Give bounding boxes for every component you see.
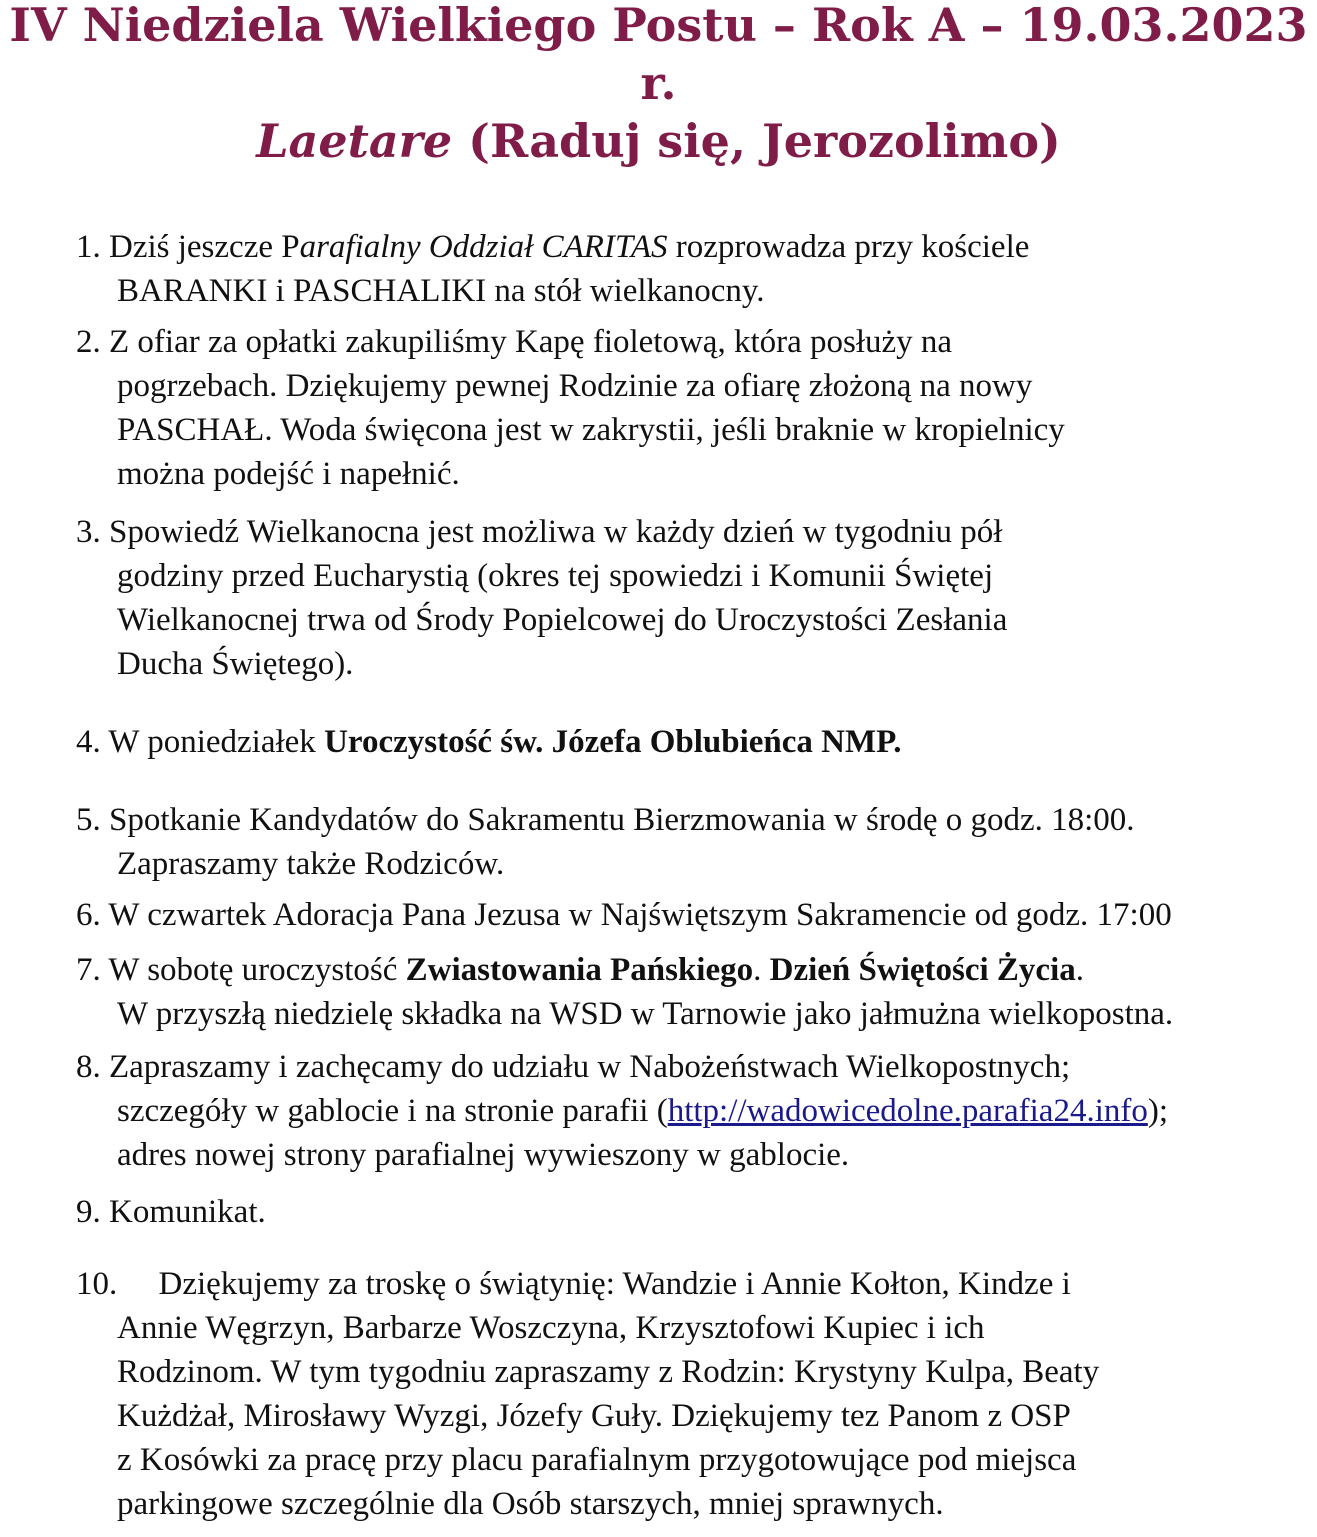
announcement-item-4: 4. W poniedziałek Uroczystość św. Józefa Oblubieńca NMP. (76, 724, 902, 760)
title-line-2: r. (640, 56, 677, 110)
announcement-item-3: 3. Spowiedź Wielkanocna jest możliwa w każdy dzień w tygodniu pół godziny przed Eucharystią (okres tej spowiedzi i Komunii Świętej Wielkanocnej trwa od Środy Popielcowej do Uroczystości Zesłania Ducha Świętego). (76, 514, 1008, 682)
announcement-item-5: 5. Spotkanie Kandydatów do Sakramentu Bierzmowania w środę o godz. 18:00. Zapraszamy także Rodziców. (76, 802, 1135, 882)
subtitle-italic: Laetare (256, 114, 453, 168)
parish-website-link[interactable]: http://wadowicedolne.parafia24.info (667, 1093, 1148, 1129)
title-line-1: IV Niedziela Wielkiego Postu – Rok A – 19.03.2023 (9, 0, 1308, 52)
announcement-item-2: 2. Z ofiar za opłatki zakupiliśmy Kapę fioletową, która posłuży na pogrzebach. Dziękujemy pewnej Rodzinie za ofiarę złożoną na nowy PASCHAŁ. Woda święcona jest w zakrystii, jeśli braknie w kropielnicy można podejść i napełnić. (76, 324, 1065, 492)
page-subtitle (0, 112, 1317, 170)
announcement-item-6: 6. W czwartek Adoracja Pana Jezusa w Najświętszym Sakramencie od godz. 17:00 (76, 897, 1172, 933)
subtitle-text: (Raduj się, Jerozolimo) (452, 114, 1061, 168)
announcement-item-1: 1. Dziś jeszcze Parafialny Oddział CARITAS rozprowadza przy kościele BARANKI i PASCHALIKI na stół wielkanocny. (76, 229, 1030, 309)
announcement-item-7: 7. W sobotę uroczystość Zwiastowania Pańskiego. Dzień Świętości Życia. W przyszłą niedzielę składka na WSD w Tarnowie jako jałmużna wielkopostna. (76, 952, 1174, 1032)
announcement-item-10: 10. Dziękujemy za troskę o świątynię: Wandzie i Annie Kołton, Kindze i Annie Węgrzyn, Barbarze Woszczyna, Krzysztofowi Kupiec i ich Rodzinom. W tym tygodniu zapraszamy z Rodzin: Krystyny Kulpa, Beaty Kużdżał, Mirosławy Wyzgi, Józefy Guły. Dziękujemy tez Panom z OSP z Kosówki za pracę przy placu parafialnym przygotowujące pod miejsca parkingowe szczególnie dla Osób starszych, mniej sprawnych. (76, 1266, 1100, 1522)
page-title (0, 0, 1317, 112)
announcement-item-9: 9. Komunikat. (76, 1194, 266, 1230)
announcement-item-8: 8. Zapraszamy i zachęcamy do udziału w Nabożeństwach Wielkopostnych; szczegóły w gablocie i na stronie parafii (http://wadowicedolne.parafia24.info); adres nowej strony parafialnej wywieszony w gablocie. (76, 1049, 1169, 1173)
